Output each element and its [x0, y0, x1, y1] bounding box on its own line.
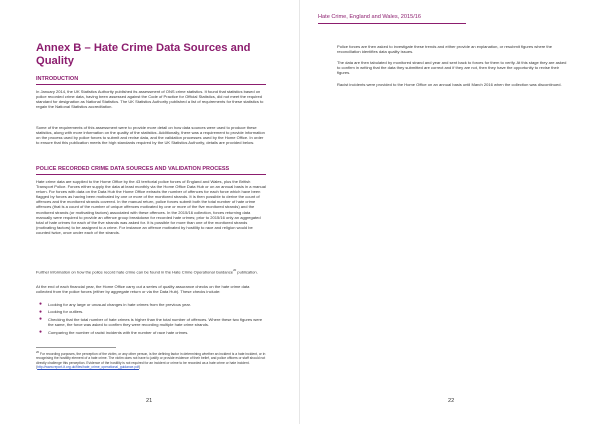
footnote: [36, 350, 266, 369]
right-page: [300, 0, 600, 424]
right-paragraph-2: The data are then tabulated by monitored strand and year and sent back to forces for them to verify. At this stage they are asked to confirm in writing that the data they submitted are correct and if they are not, then they have the opportunity to revise their figures.: [337, 60, 567, 76]
prc-paragraph-2-text: Further information on how the police record hate crime can be found in the Hate Crime Operational Guidance: [36, 269, 234, 275]
footnote-end: ): [138, 365, 141, 369]
list-item: ● Checking that the total number of hate crimes is higher than the total number of offences. Where these two figures were the same, the force was asked to confirm they were recording multiple hate crime strands.: [39, 316, 263, 328]
running-head-rule: [318, 23, 466, 24]
page-number-right: 22: [448, 398, 455, 404]
list-item: ● Looking for outliers.: [39, 308, 84, 315]
intro-paragraph-1: In January 2014, the UK Statistics Authority published its assessment of ONS crime statistics. It found that statistics based on police recorded crime data, having been assessed against the Code of Practice for Official Statistics, did not meet the required standard for designation as National Statistics. The UK Statistics Authority published a list of requirements for these statistics to regain the National Statistics accreditation.: [36, 89, 264, 110]
bullet-icon: ●: [39, 308, 43, 315]
prc-heading: POLICE RECORDED CRIME DATA SOURCES AND VALIDATION PROCESS: [36, 166, 230, 172]
prc-rule: [36, 174, 266, 175]
prc-paragraph-2: [36, 268, 266, 274]
introduction-heading: INTRODUCTION: [36, 76, 79, 82]
right-paragraph-1: Police forces are then asked to investigate these trends and either provide an explanation, or resubmit figures where the reconciliation identifies data quality issues.: [337, 44, 553, 55]
list-item: ● Looking for any large or unusual changes in hate crimes from the previous year.: [39, 301, 191, 308]
bullet-icon: ●: [39, 316, 43, 323]
footnote-text: For recording purposes, the perception of the victim, or any other person, is the defining factor in determining whether an incident is a hate incident, or in recognising the hostility element of a hate crime. The victim does not have to justify or provide evidence of their belief, and police officers or staff should not directly challenge this perception. Evidence of the hostility is not required for an incident or crime to be recorded as a hate crime or hate incident. (: [36, 352, 266, 369]
right-paragraph-3: Racist incidents were provided to the Home Office on an annual basis until March 2016 when the collection was discontinued.: [337, 82, 562, 87]
footnote-number: 20: [36, 350, 40, 354]
footnote-link[interactable]: http://www.report-it.org.uk/files/hate_crime_operational_guidance.pdf: [37, 365, 139, 369]
list-item: ● Comparing the number of racist incidents with the number of race hate crimes.: [39, 328, 189, 335]
prc-paragraph-2-tail: publication.: [236, 269, 258, 275]
prc-paragraph-3: At the end of each financial year, the Home Office carry out a series of quality assurance checks on the hate crime data collected from the police forces (either by aggregate return or via the Data Hub). These checks include:: [36, 284, 250, 295]
intro-paragraph-2: Some of the requirements of this assessment were to provide more detail on how data sources were used to produce these statistics, along with more information on the quality of the statistics. Additionally, there was a requirement to provide information on the process used by police forces to submit and revise data, and the validation processes used by the Home Office. In order to ensure that this publication meets the high standards required by the UK Statistics Authority, details are provided below.: [36, 125, 265, 146]
bullet-icon: ●: [39, 328, 43, 335]
quality-checks-list: [36, 302, 266, 337]
prc-paragraph-1: Hate crime data are supplied to the Home Office by the 43 territorial police forces of England and Wales, plus the British Transport Police. Forces either supply the data at least monthly via the Home Office Data Hub or on an annual basis in a manual return. For forces with data on the Data Hub the Home Office extracts the number of offences for each force which have been flagged by forces as having been motivated by one or more of the monitored strands. It is then possible to derive the count of offences and the monitored strands covered. In the manual return, police forces submit both the total number of hate crime offences (that is a count of the number of unique offences motivated by one or more of the five monitored strands) and the monitored strands (or motivating factors) associated with these offences. In the 2015/16 collection, forces returning data manually were required to provide an offence group breakdown for recorded hate crimes; prior to 2015/16 only an aggregated total of hate crimes for each of the five strands was asked for. It is possible for more than one of the monitored strands (motivating factors) to be assigned to a crime. For instance an offence motivated by hostility to race and religion would be counted twice, once under each of the strands.: [36, 179, 266, 235]
running-head: Hate Crime, England and Wales, 2015/16: [318, 14, 422, 20]
introduction-rule: [36, 84, 266, 85]
annex-title: Annex B – Hate Crime Data Sources and Quality: [36, 42, 251, 67]
footnote-rule: [36, 347, 116, 348]
page-number-left: 21: [146, 398, 153, 404]
bullet-icon: ●: [39, 301, 43, 308]
footnote-ref-20[interactable]: 20: [233, 268, 237, 272]
